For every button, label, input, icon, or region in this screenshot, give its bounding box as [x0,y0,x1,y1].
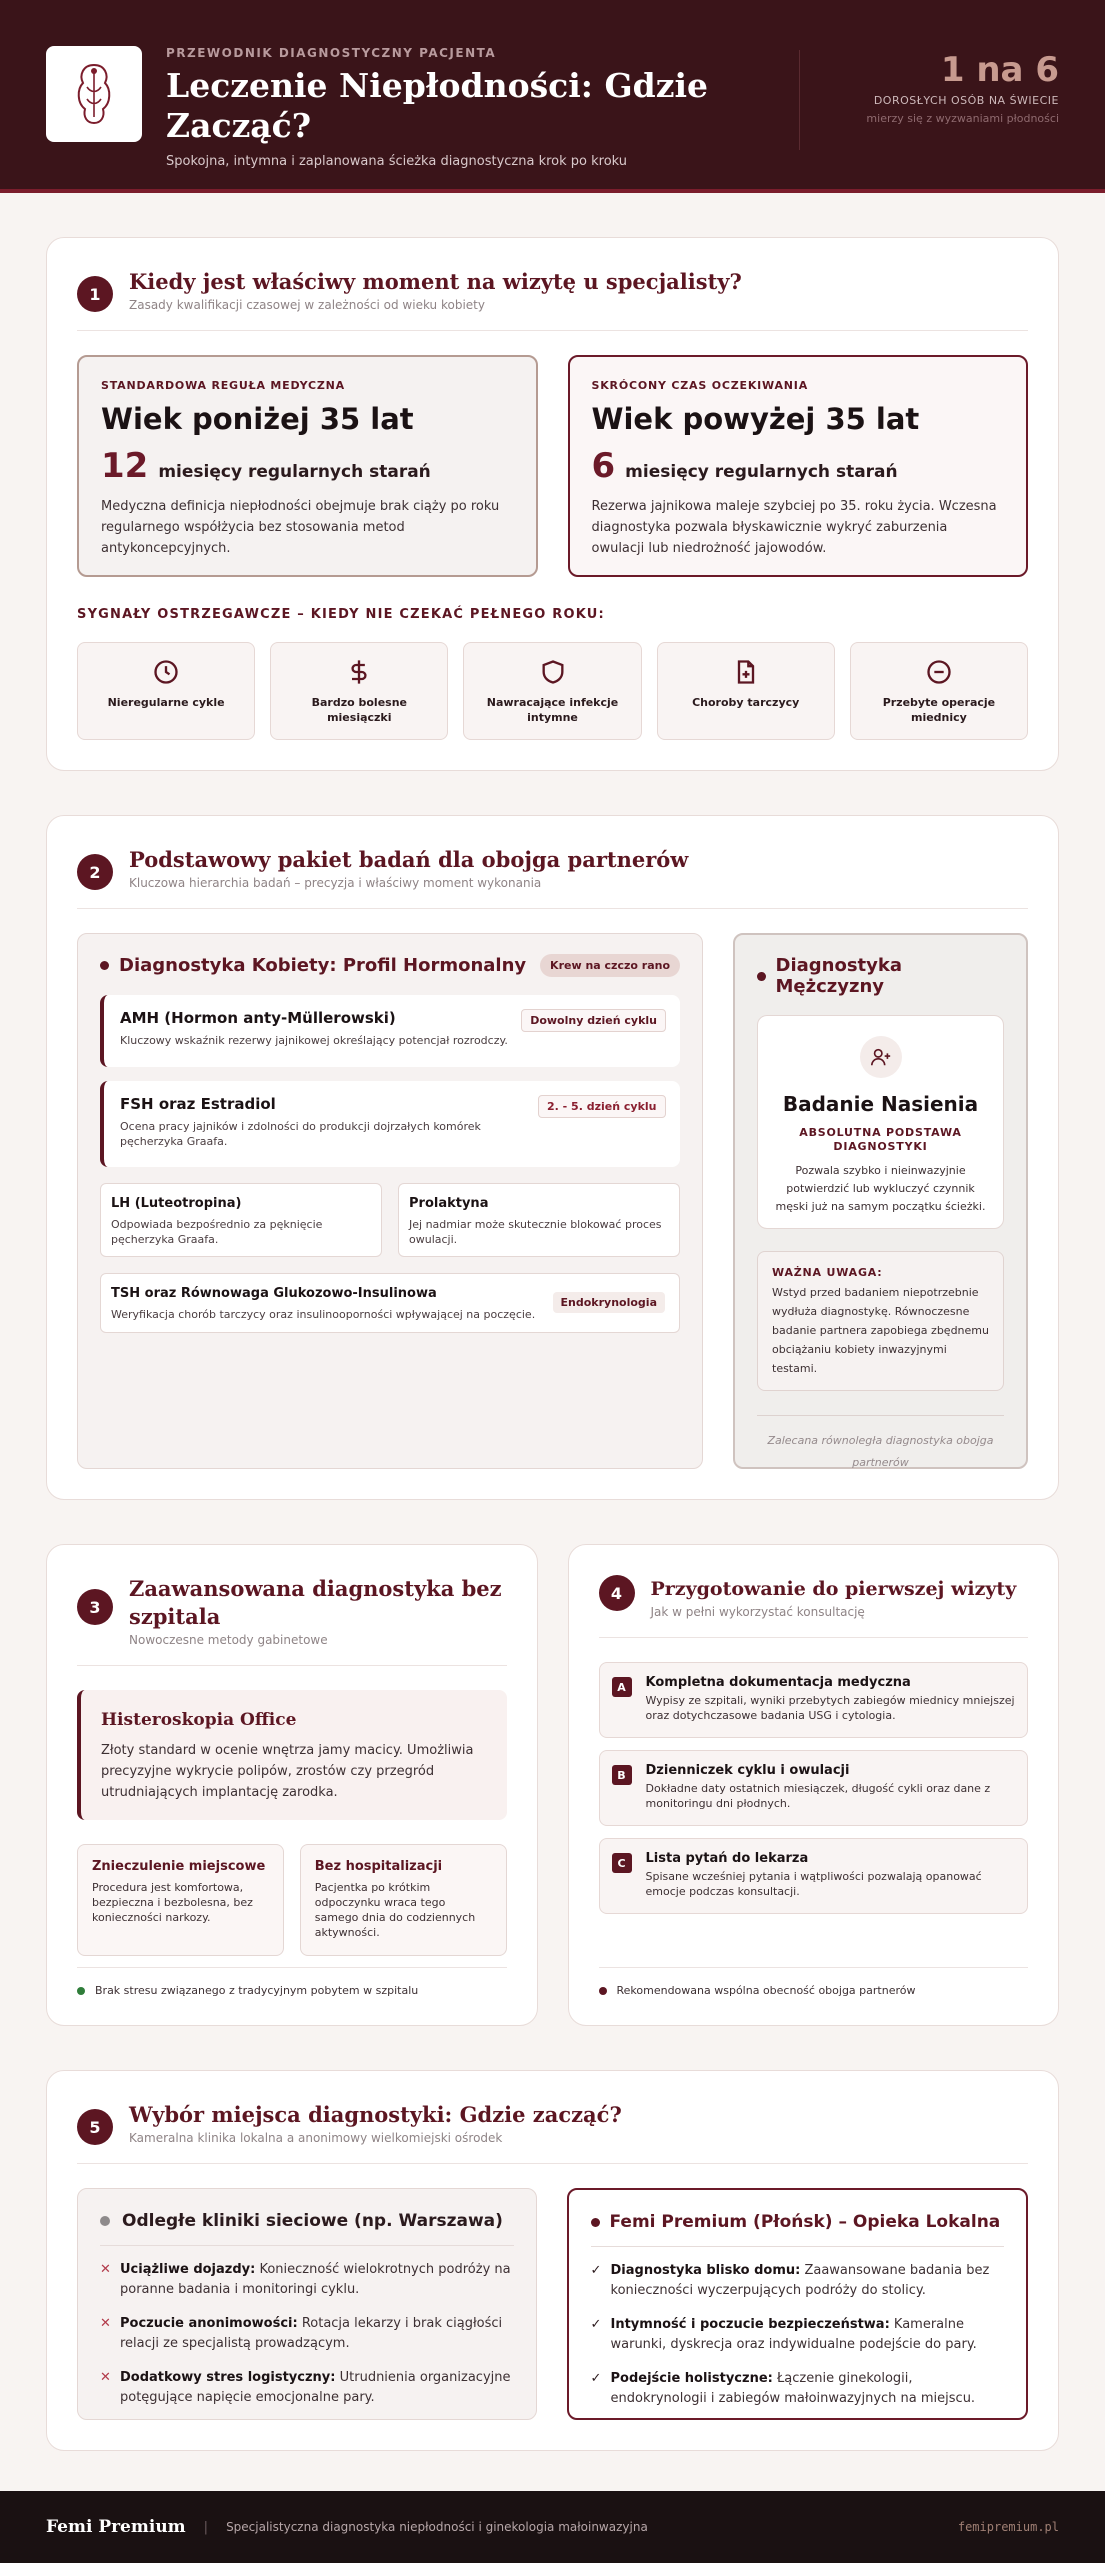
header-eyebrow: PRZEWODNIK DIAGNOSTYCZNY PACJENTA [166,46,497,60]
female-diagnostics-panel [77,933,703,1469]
section-preparation [568,1544,1060,2026]
test-desc: Odpowiada bezpośrednio za pęknięcie pęcherzyka Graafa. [111,1218,323,1246]
item-text: Zaawansowane badania bez konieczności wyczerpujących podróży do stolicy. [610,2263,990,2298]
test-amh [100,995,680,1067]
months-number: 12 [101,446,149,486]
warning-label: Nieregularne cykle [107,696,225,709]
page-header [0,0,1105,193]
local-care-card [567,2188,1029,2420]
remote-clinics-card [77,2188,537,2420]
item-bold: Podejście holistyczne: [610,2371,773,2386]
semen-tag: ABSOLUTNA PODSTAWA DIAGNOSTYKI [799,1126,962,1153]
x-icon: ✕ [100,2262,111,2277]
step-title: Lista pytań do lekarza [645,1851,809,1866]
section-advanced [46,1544,538,2026]
male-diagnostics-panel [733,933,1028,1469]
footer-url-link[interactable]: femipremium.pl [957,2520,1059,2534]
card-title [100,2211,514,2246]
note-text: Wstyd przed badaniem niepotrzebnie wydłuża diagnostykę. Równoczesne badanie partnera zapobiega zbędnemu obciążaniu kobiety inwazyjnymi testami. [772,1286,989,1375]
panel-title-text: Diagnostyka Kobiety: Profil Hormonalny [119,955,527,976]
male-panel-footnote: Zalecana równoległa diagnostyka obojga partnerów [757,1415,1004,1474]
pro-item [591,2315,1005,2355]
test-name: FSH oraz Estradiol [120,1095,276,1113]
page-footer [0,2491,1105,2563]
months-number: 6 [591,446,616,486]
hysteroscopy-desc: Złoty standard w ocenie wnętrza jamy macicy. Umożliwia precyzyjne wykrycie polipów, zrostów czy przegród utrudniających implantację zarodka. [101,1743,474,1800]
footnote-text: Rekomendowana wspólna obecność obojga partnerów [616,1984,916,1997]
section-number: 3 [77,1589,113,1625]
item-text: Rotacja lekarzy i brak ciągłości relacji ze specjalistą prowadzącym. [120,2316,503,2351]
card-title-text: Odległe kliniki sieciowe (np. Warszawa) [122,2211,503,2231]
months-label: miesięcy regularnych starań [158,462,431,482]
step-letter: A [612,1677,632,1697]
semen-desc: Pozwala szybko i nieinwazyjnie potwierdzić lub wykluczyć czynnik męski już na samym początku ścieżki. [775,1164,986,1213]
footer-description: Specjalistyczna diagnostyka niepłodności i ginekologia małoinwazyjna [226,2520,648,2534]
user-plus-icon [860,1036,902,1078]
card-title-text: Femi Premium (Płońsk) – Opieka Lokalna [609,2212,1001,2232]
section-location [46,2070,1059,2451]
section-title: Kiedy jest właściwy moment na wizytę u specjalisty? [129,269,742,294]
x-icon: ✕ [100,2316,111,2331]
item-text: Konieczność wielokrotnych podróży na poranne badania i monitoringi cyklu. [120,2262,511,2297]
check-icon: ✓ [590,2371,602,2386]
check-icon: ✓ [590,2263,602,2278]
logo [46,46,142,142]
hysteroscopy-title: Histeroskopia Office [101,1710,297,1730]
section-title: Podstawowy pakiet badań dla obojga partnerów [129,847,689,872]
semen-title: Badanie Nasienia [782,1092,979,1116]
step-desc: Wypisy ze szpitali, wyniki przebytych zabiegów miednicy mniejszej oraz dotychczasowe badania USG i cytologia. [645,1694,1015,1722]
section-footnote [599,1967,1029,1997]
section-number: 5 [77,2109,113,2145]
test-tsh [100,1273,680,1333]
semen-test-card [757,1015,1004,1229]
note-title: WAŻNA UWAGA: [772,1266,883,1279]
test-desc: Kluczowy wskaźnik rezerwy jajnikowej określający potencjał rozrodczy. [120,1034,508,1047]
warning-pelvic-surgery [850,642,1028,740]
con-item [100,2368,514,2408]
specialty-tag: Endokrynologia [553,1292,665,1313]
stat-block [799,50,1059,150]
pro-item [591,2261,1005,2301]
test-prolactin [398,1183,680,1257]
panel-title-text: Diagnostyka Mężczyzny [775,955,903,997]
minus-circle-icon [924,657,954,687]
section-subtitle: Zasady kwalifikacji czasowej w zależności od wieku kobiety [129,298,485,312]
item-text: Łączenie ginekologii, endokrynologii i zabiegów małoinwazyjnych na miejscu. [610,2371,976,2406]
warning-signals-title: SYGNAŁY OSTRZEGAWCZE – KIEDY NIE CZEKAĆ PEŁNEGO ROKU: [77,607,605,622]
step-title: Dzienniczek cyklu i owulacji [645,1763,850,1778]
prep-step-cycle-diary [599,1750,1029,1826]
con-item [100,2260,514,2300]
step-desc: Dokładne daty ostatnich miesiączek, długość cykli oraz dane z monitoringu dni płodnych. [645,1782,991,1810]
section-subtitle: Kluczowa hierarchia badań – precyzja i właściwy moment wykonania [129,876,542,890]
mini-title: Znieczulenie miejscowe [92,1859,266,1874]
item-bold: Poczucie anonimowości: [120,2316,298,2331]
item-bold: Uciążliwe dojazdy: [120,2262,256,2277]
section-subtitle: Jak w pełni wykorzystać konsultację [650,1605,865,1619]
section-subtitle: Kameralna klinika lokalna a anonimowy wielkomiejski ośrodek [129,2131,503,2145]
shield-icon [538,657,568,687]
prep-step-questions [599,1838,1029,1914]
warning-label: Nawracające infekcje intymne [486,696,619,724]
mini-desc: Pacjentka po krótkim odpoczynku wraca tego samego dnia do codziennych aktywności. [314,1881,476,1939]
section-number: 1 [77,276,113,312]
page-title: Leczenie Niepłodności: Gdzie Zacząć? [166,66,709,145]
footer-separator: | [203,2519,209,2535]
pro-item [591,2369,1005,2409]
test-desc: Weryfikacja chorób tarczycy oraz insulinooporności wpływającej na poczęcie. [111,1308,536,1321]
item-text: Kameralne warunki, dyskrecja oraz indywidualne podejście do pary. [610,2317,977,2352]
test-desc: Jej nadmiar może skutecznie blokować proces owulacji. [409,1218,662,1246]
con-item [100,2314,514,2354]
stat-number: 1 na 6 [940,50,1059,90]
footer-brand: Femi Premium [46,2517,186,2537]
test-name: Prolaktyna [409,1196,489,1211]
important-note [757,1251,1004,1391]
no-hospitalization-card [300,1844,507,1956]
age-card-title: Wiek powyżej 35 lat [591,402,920,436]
check-icon: ✓ [590,2317,602,2332]
warning-irregular-cycles [77,642,255,740]
warning-thyroid [657,642,835,740]
age-card-eyebrow: SKRÓCONY CZAS OCZEKIWANIA [591,379,809,392]
age-card-over-35 [568,355,1029,577]
section-timing [46,237,1059,771]
panel-title [757,955,1004,997]
card-title [591,2212,1005,2247]
warning-infections [463,642,641,740]
local-anesthesia-card [77,1844,284,1956]
fasting-badge: Krew na czczo rano [540,954,680,977]
step-letter: B [612,1765,632,1785]
footnote-text: Brak stresu związanego z tradycyjnym pobytem w szpitalu [95,1984,419,1997]
item-bold: Dodatkowy stres logistyczny: [120,2370,336,2385]
item-text: Utrudnienia organizacyjne potęgujące napięcie emocjonalne pary. [120,2370,511,2405]
clock-icon [151,657,181,687]
section-number: 2 [77,854,113,890]
test-fsh [100,1081,680,1167]
age-card-under-35 [77,355,538,577]
header-subtitle: Spokojna, intymna i zaplanowana ścieżka diagnostyczna krok po kroku [166,154,628,169]
file-plus-icon [731,657,761,687]
section-footnote [77,1967,507,1997]
hysteroscopy-card [77,1690,507,1820]
section-number: 4 [599,1575,635,1611]
test-desc: Ocena pracy jajników i zdolności do produkcji dojrzałych komórek pęcherzyka Graafa. [120,1120,481,1148]
test-name: LH (Luteotropina) [111,1196,242,1211]
step-title: Kompletna dokumentacja medyczna [645,1675,911,1690]
warning-label: Choroby tarczycy [692,696,800,709]
panel-title [100,955,526,976]
age-card-desc: Rezerwa jajnikowa maleje szybciej po 35. roku życia. Wczesna diagnostyka pozwala błyskawicznie wykryć zaburzenia owulacji lub niedrożność jajowodów. [591,499,997,556]
age-card-desc: Medyczna definicja niepłodności obejmuje brak ciąży po roku regularnego współżycia bez stosowania metod antykoncepcyjnych. [101,499,500,556]
dollar-icon [344,657,374,687]
test-name: TSH oraz Równowaga Glukozowo-Insulinowa [111,1286,437,1301]
section-title: Zaawansowana diagnostyka bez szpitala [129,1576,502,1629]
section-subtitle: Nowoczesne metody gabinetowe [129,1633,328,1647]
logo-figure-icon [63,59,125,129]
section-title: Wybór miejsca diagnostyki: Gdzie zacząć? [129,2102,622,2127]
x-icon: ✕ [100,2370,111,2385]
months-label: miesięcy regularnych starań [625,462,898,482]
test-name: AMH (Hormon anty-Müllerowski) [120,1009,396,1027]
stat-caption: mierzy się z wyzwaniami płodności [866,112,1059,125]
age-card-title: Wiek poniżej 35 lat [101,402,414,436]
warning-painful-periods [270,642,448,740]
age-card-eyebrow: STANDARDOWA REGUŁA MEDYCZNA [101,379,345,392]
cycle-day-tag: 2. - 5. dzień cyklu [538,1095,666,1118]
mini-desc: Procedura jest komfortowa, bezpieczna i bezbolesna, bez konieczności narkozy. [92,1881,253,1924]
step-letter: C [612,1853,632,1873]
section-title: Przygotowanie do pierwszej wizyty [650,1578,1017,1600]
stat-label: DOROSŁYCH OSÓB NA ŚWIECIE [873,94,1059,107]
item-bold: Intymność i poczucie bezpieczeństwa: [610,2317,890,2332]
section-tests [46,815,1059,1500]
warning-label: Bardzo bolesne miesiączki [311,696,407,724]
warning-label: Przebyte operacje miednicy [882,696,996,724]
item-bold: Diagnostyka blisko domu: [610,2263,801,2278]
mini-title: Bez hospitalizacji [314,1859,443,1874]
test-lh [100,1183,382,1257]
cycle-day-tag: Dowolny dzień cyklu [521,1009,666,1032]
prep-step-documents [599,1662,1029,1738]
step-desc: Spisane wcześniej pytania i wątpliwości pozwalają opanować emocje podczas konsultacji. [645,1870,982,1898]
